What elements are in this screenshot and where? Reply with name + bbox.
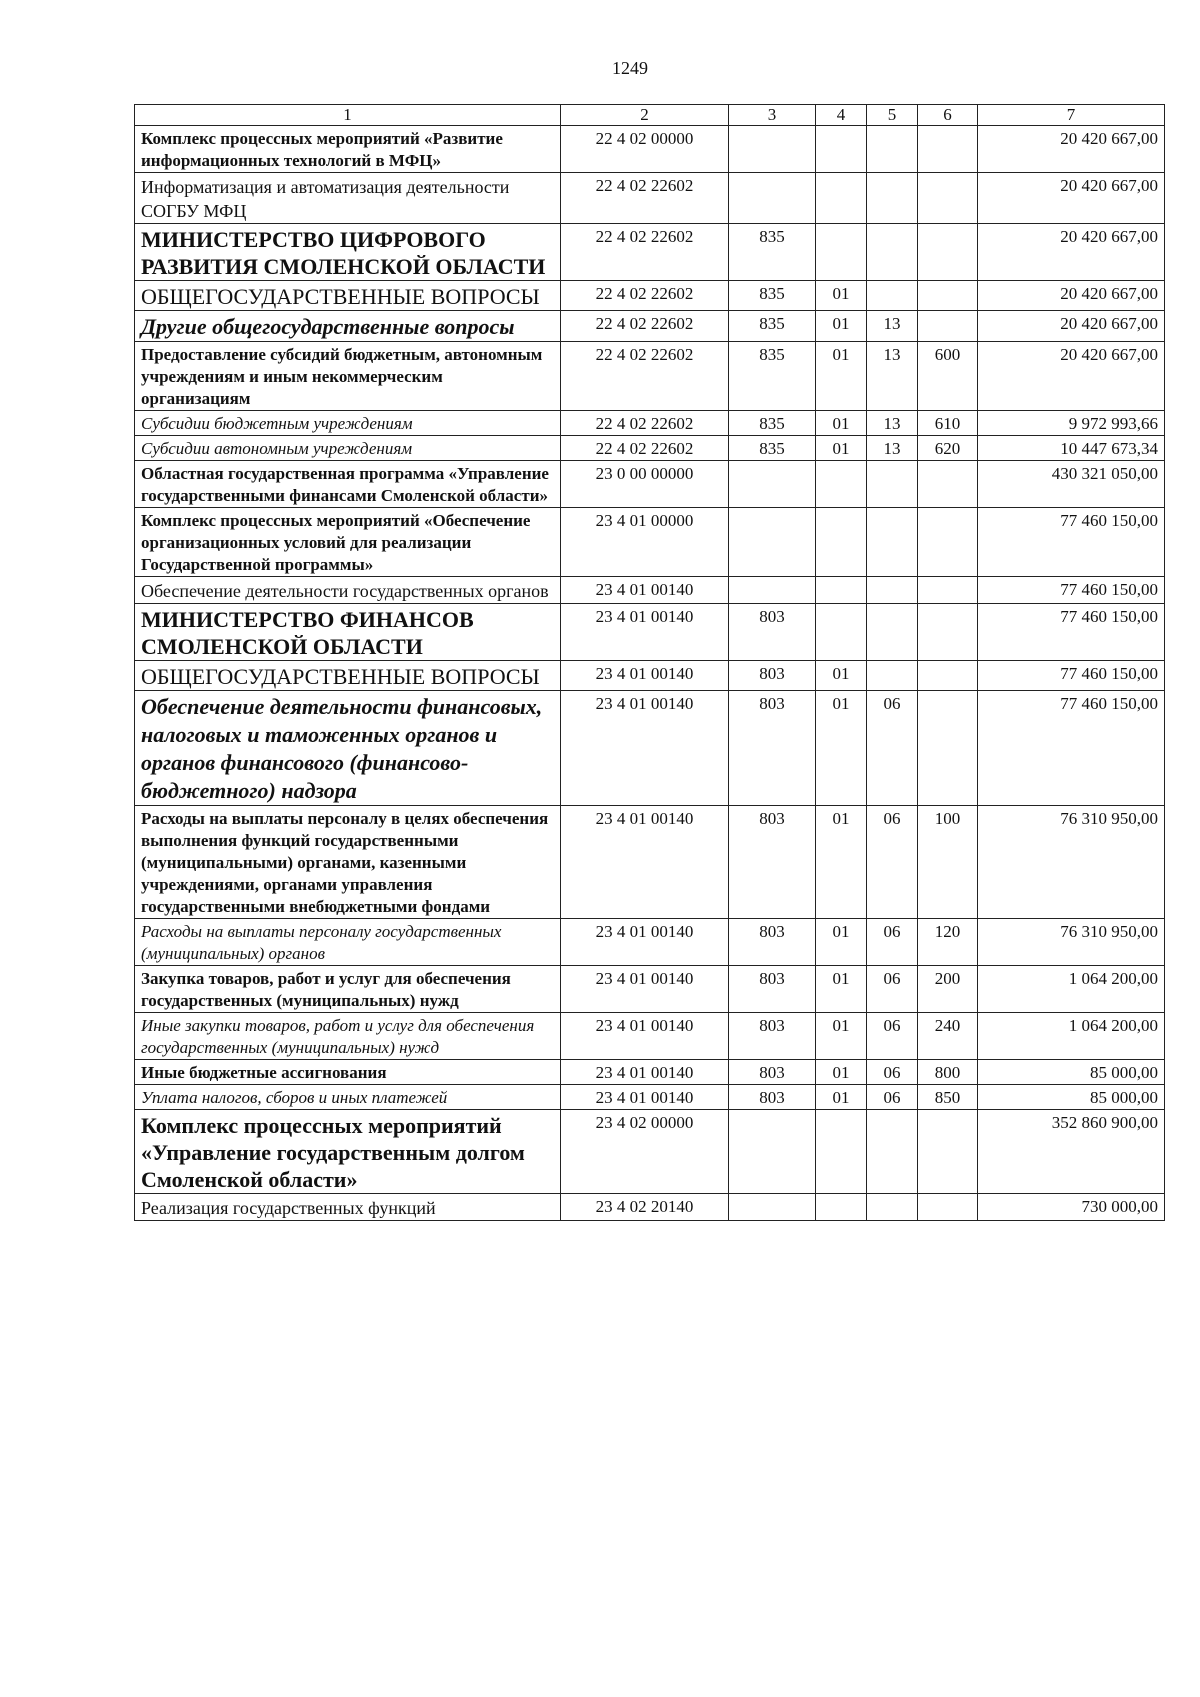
subsection-code: 13 [867,342,918,411]
row-name: Иные бюджетные ассигнования [135,1060,561,1085]
subsection-code: 06 [867,691,918,806]
amount: 352 860 900,00 [978,1110,1165,1194]
ministry-code: 835 [729,342,816,411]
row-name: ОБЩЕГОСУДАРСТВЕННЫЕ ВОПРОСЫ [135,661,561,691]
target-code: 23 4 01 00140 [561,661,729,691]
section-code: 01 [816,1013,867,1060]
target-code: 23 4 01 00140 [561,919,729,966]
subsection-code [867,1110,918,1194]
target-code: 23 4 01 00140 [561,1060,729,1085]
target-code: 23 0 00 00000 [561,461,729,508]
ministry-code: 835 [729,281,816,311]
expense-type-code [918,1110,978,1194]
target-code: 23 4 01 00140 [561,806,729,919]
amount: 9 972 993,66 [978,411,1165,436]
section-code: 01 [816,661,867,691]
ministry-code: 803 [729,919,816,966]
column-header: 5 [867,105,918,126]
target-code: 23 4 01 00140 [561,966,729,1013]
target-code: 22 4 02 00000 [561,126,729,173]
section-code: 01 [816,436,867,461]
subsection-code: 06 [867,966,918,1013]
budget-table [134,104,1165,1221]
ministry-code [729,1194,816,1221]
ministry-code: 803 [729,661,816,691]
column-header: 2 [561,105,729,126]
amount: 85 000,00 [978,1060,1165,1085]
row-name: Расходы на выплаты персоналу в целях обеспечения выполнения функций государственными (муниципальными) органами, казенными учреждениями, органами управления государственными внебюджетными фондами [135,806,561,919]
expense-type-code [918,691,978,806]
ministry-code: 803 [729,1060,816,1085]
table-row [135,661,1165,691]
target-code: 22 4 02 22602 [561,411,729,436]
amount: 20 420 667,00 [978,342,1165,411]
target-code: 23 4 01 00000 [561,508,729,577]
row-name: Предоставление субсидий бюджетным, автономным учреждениям и иным некоммерческим организациям [135,342,561,411]
row-name: Иные закупки товаров, работ и услуг для обеспечения государственных (муниципальных) нужд [135,1013,561,1060]
ministry-code: 803 [729,966,816,1013]
table-row [135,1013,1165,1060]
section-code: 01 [816,281,867,311]
subsection-code: 06 [867,1060,918,1085]
expense-type-code [918,311,978,342]
row-name: Расходы на выплаты персоналу государственных (муниципальных) органов [135,919,561,966]
subsection-code [867,224,918,281]
section-code [816,1194,867,1221]
target-code: 22 4 02 22602 [561,342,729,411]
section-code [816,173,867,224]
target-code: 23 4 02 00000 [561,1110,729,1194]
row-name: МИНИСТЕРСТВО ЦИФРОВОГО РАЗВИТИЯ СМОЛЕНСКОЙ ОБЛАСТИ [135,224,561,281]
subsection-code [867,508,918,577]
row-name: Другие общегосударственные вопросы [135,311,561,342]
amount: 77 460 150,00 [978,604,1165,661]
ministry-code: 803 [729,1085,816,1110]
target-code: 23 4 01 00140 [561,604,729,661]
ministry-code: 835 [729,311,816,342]
subsection-code [867,461,918,508]
table-row [135,224,1165,281]
section-code: 01 [816,919,867,966]
ministry-code [729,577,816,604]
column-header: 1 [135,105,561,126]
expense-type-code [918,661,978,691]
target-code: 22 4 02 22602 [561,281,729,311]
ministry-code: 803 [729,604,816,661]
expense-type-code: 100 [918,806,978,919]
amount: 20 420 667,00 [978,281,1165,311]
row-name: Субсидии автономным учреждениям [135,436,561,461]
target-code: 23 4 01 00140 [561,1085,729,1110]
target-code: 23 4 01 00140 [561,691,729,806]
table-row [135,919,1165,966]
subsection-code: 06 [867,806,918,919]
section-code: 01 [816,342,867,411]
section-code [816,1110,867,1194]
table-row [135,436,1165,461]
subsection-code: 13 [867,311,918,342]
target-code: 23 4 02 20140 [561,1194,729,1221]
row-name: Комплекс процессных мероприятий «Управление государственным долгом Смоленской области» [135,1110,561,1194]
amount: 430 321 050,00 [978,461,1165,508]
amount: 20 420 667,00 [978,173,1165,224]
table-row [135,966,1165,1013]
row-name: Обеспечение деятельности финансовых, налоговых и таможенных органов и органов финансового (финансово-бюджетного) надзора [135,691,561,806]
amount: 1 064 200,00 [978,1013,1165,1060]
column-header: 7 [978,105,1165,126]
row-name: Информатизация и автоматизация деятельности СОГБУ МФЦ [135,173,561,224]
subsection-code [867,604,918,661]
amount: 1 064 200,00 [978,966,1165,1013]
expense-type-code [918,577,978,604]
row-name: Закупка товаров, работ и услуг для обеспечения государственных (муниципальных) нужд [135,966,561,1013]
table-row [135,691,1165,806]
table-row [135,604,1165,661]
section-code: 01 [816,1085,867,1110]
amount: 76 310 950,00 [978,919,1165,966]
section-code [816,461,867,508]
table-row [135,411,1165,436]
target-code: 23 4 01 00140 [561,577,729,604]
table-row [135,126,1165,173]
amount: 20 420 667,00 [978,311,1165,342]
amount: 20 420 667,00 [978,126,1165,173]
ministry-code: 835 [729,436,816,461]
target-code: 22 4 02 22602 [561,311,729,342]
expense-type-code: 200 [918,966,978,1013]
ministry-code: 803 [729,806,816,919]
table-row [135,461,1165,508]
target-code: 22 4 02 22602 [561,436,729,461]
table-row [135,577,1165,604]
expense-type-code: 610 [918,411,978,436]
row-name: Комплекс процессных мероприятий «Развитие информационных технологий в МФЦ» [135,126,561,173]
table-row [135,1085,1165,1110]
amount: 76 310 950,00 [978,806,1165,919]
table-header-row [135,105,1165,126]
row-name: Субсидии бюджетным учреждениям [135,411,561,436]
subsection-code [867,173,918,224]
expense-type-code [918,173,978,224]
column-header: 6 [918,105,978,126]
subsection-code [867,1194,918,1221]
subsection-code: 13 [867,411,918,436]
expense-type-code: 800 [918,1060,978,1085]
section-code [816,577,867,604]
subsection-code [867,661,918,691]
row-name: Уплата налогов, сборов и иных платежей [135,1085,561,1110]
expense-type-code [918,281,978,311]
subsection-code [867,281,918,311]
column-header: 4 [816,105,867,126]
subsection-code: 13 [867,436,918,461]
ministry-code: 803 [729,1013,816,1060]
ministry-code [729,173,816,224]
section-code [816,126,867,173]
ministry-code: 835 [729,224,816,281]
amount: 730 000,00 [978,1194,1165,1221]
ministry-code [729,461,816,508]
row-name: Обеспечение деятельности государственных органов [135,577,561,604]
table-row [135,1060,1165,1085]
row-name: МИНИСТЕРСТВО ФИНАНСОВ СМОЛЕНСКОЙ ОБЛАСТИ [135,604,561,661]
table-row [135,1194,1165,1221]
amount: 77 460 150,00 [978,508,1165,577]
amount: 10 447 673,34 [978,436,1165,461]
page-number: 1249 [612,58,648,78]
expense-type-code [918,604,978,661]
section-code [816,224,867,281]
subsection-code: 06 [867,1085,918,1110]
expense-type-code: 620 [918,436,978,461]
subsection-code [867,126,918,173]
section-code: 01 [816,311,867,342]
ministry-code [729,1110,816,1194]
amount: 77 460 150,00 [978,661,1165,691]
row-name: ОБЩЕГОСУДАРСТВЕННЫЕ ВОПРОСЫ [135,281,561,311]
amount: 85 000,00 [978,1085,1165,1110]
expense-type-code: 850 [918,1085,978,1110]
section-code: 01 [816,966,867,1013]
table-row [135,173,1165,224]
expense-type-code [918,461,978,508]
expense-type-code [918,224,978,281]
table-row [135,281,1165,311]
table-row [135,311,1165,342]
row-name: Комплекс процессных мероприятий «Обеспечение организационных условий для реализации Государственной программы» [135,508,561,577]
amount: 77 460 150,00 [978,691,1165,806]
expense-type-code: 600 [918,342,978,411]
section-code: 01 [816,411,867,436]
table-row [135,508,1165,577]
target-code: 22 4 02 22602 [561,224,729,281]
subsection-code: 06 [867,1013,918,1060]
expense-type-code [918,1194,978,1221]
expense-type-code [918,508,978,577]
subsection-code: 06 [867,919,918,966]
ministry-code [729,126,816,173]
section-code: 01 [816,806,867,919]
expense-type-code [918,126,978,173]
table-row [135,1110,1165,1194]
section-code: 01 [816,1060,867,1085]
ministry-code: 803 [729,691,816,806]
row-name: Областная государственная программа «Управление государственными финансами Смоленской области» [135,461,561,508]
target-code: 23 4 01 00140 [561,1013,729,1060]
expense-type-code: 240 [918,1013,978,1060]
expense-type-code: 120 [918,919,978,966]
table-row [135,342,1165,411]
ministry-code: 835 [729,411,816,436]
amount: 20 420 667,00 [978,224,1165,281]
target-code: 22 4 02 22602 [561,173,729,224]
subsection-code [867,577,918,604]
table-row [135,806,1165,919]
section-code [816,508,867,577]
section-code: 01 [816,691,867,806]
amount: 77 460 150,00 [978,577,1165,604]
column-header: 3 [729,105,816,126]
ministry-code [729,508,816,577]
section-code [816,604,867,661]
row-name: Реализация государственных функций [135,1194,561,1221]
